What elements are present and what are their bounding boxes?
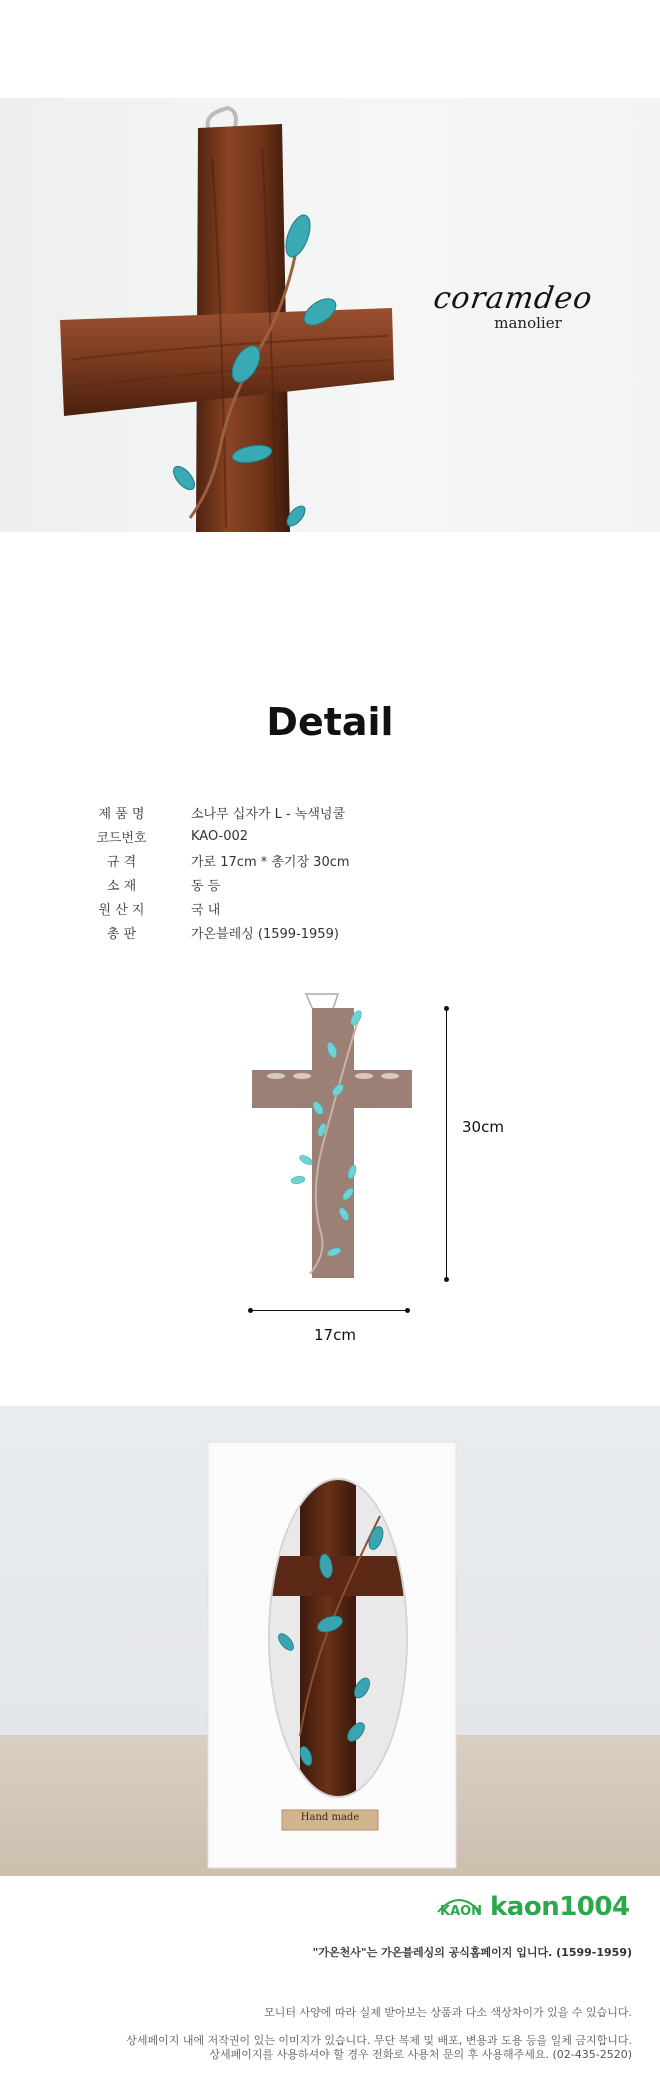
brand-name: coramdeo [431,281,595,316]
spec-value: 가온블레싱 (1599-1959) [191,926,339,942]
kaon-logo-mark: KAON [440,1904,483,1919]
package-illustration [0,1406,660,1876]
brand-subname: manolier [494,314,562,332]
width-dimension-line [250,1310,408,1311]
brand-mark [428,282,598,332]
kaon-logo [434,1892,630,1922]
spec-table [70,800,350,944]
spec-value: 소나무 십자가 L - 녹색넝쿨 [191,806,346,822]
kaon-logo-text: kaon1004 [490,1892,630,1922]
spec-row-code [70,824,350,848]
dimension-cross-image [240,990,480,1350]
spec-label: 코드번호 [96,830,147,846]
spec-row-name [70,800,350,824]
spec-row-size [70,848,350,872]
copyright-notice: 상세페이지 내에 저작권이 있는 이미지가 있습니다. 무단 복제 및 배포, 변용과 도용 등을 일체 금지합니다. [126,2034,632,2047]
official-site-note: "가온천사"는 가온블레싱의 공식홈페이지 입니다. (1599-1959) [312,1946,632,1959]
spec-label: 제 품 명 [98,806,145,822]
spec-label: 총 판 [106,926,137,942]
height-dimension-line [446,1008,447,1280]
spec-value: 국 내 [191,902,221,918]
height-label: 30cm [462,1118,504,1136]
spec-row-origin [70,896,350,920]
color-notice: 모니터 사양에 따라 실제 받아보는 상품과 다소 색상차이가 있을 수 있습니다. [264,2006,632,2019]
spec-value: KAO-002 [191,828,249,844]
spec-row-distributor [70,920,350,944]
package-photo [0,1406,660,1876]
usage-notice: 상세페이지를 사용하셔야 할 경우 전화로 사용처 문의 후 사용해주세요. (02-435-2520) [209,2048,632,2061]
handmade-tag: Hand made [300,1812,360,1823]
cross-line-drawing [240,990,480,1350]
spec-value: 동 등 [191,878,221,894]
spec-label: 규 격 [106,854,137,870]
spec-label: 소 재 [106,878,137,894]
width-label: 17cm [314,1326,356,1344]
detail-title: Detail [266,700,394,744]
spec-label: 원 산 지 [98,902,145,918]
spec-value: 가로 17cm * 총기장 30cm [191,854,350,870]
spec-row-material [70,872,350,896]
